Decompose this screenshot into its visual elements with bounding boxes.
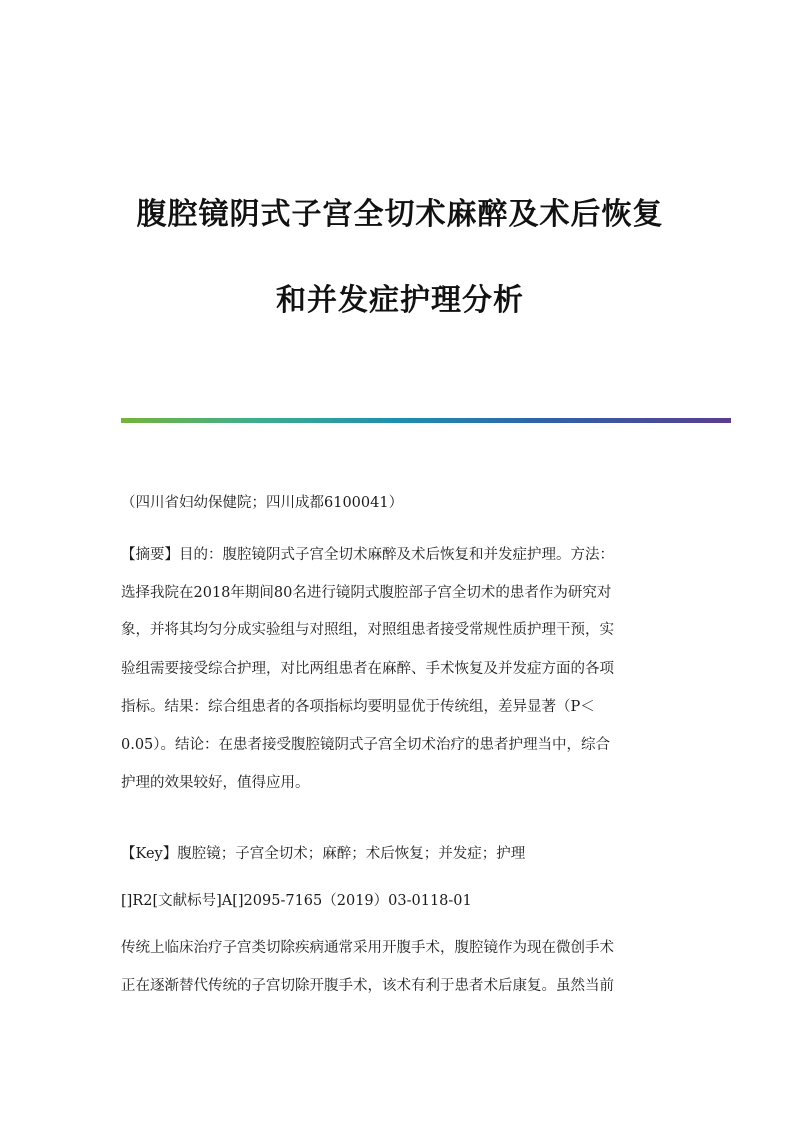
- keywords: 【Key】腹腔镜；子宫全切术；麻醉；术后恢复；并发症；护理: [121, 846, 526, 862]
- abstract-line: 【摘要】目的：腹腔镜阴式子宫全切术麻醉及术后恢复和并发症护理。方法：: [121, 547, 614, 563]
- abstract-line: 象，并将其均匀分成实验组与对照组，对照组患者接受常规性质护理干预，实: [121, 622, 614, 638]
- abstract-line: 验组需要接受综合护理，对比两组患者在麻醉、手术恢复及并发症方面的各项: [121, 661, 614, 677]
- document-title-line-1: 腹腔镜阴式子宫全切术麻醉及术后恢复: [136, 197, 664, 232]
- abstract-line: 选择我院在2018年期间80名进行镜阴式腹腔部子宫全切术的患者作为研究对: [121, 585, 612, 601]
- gradient-divider: [121, 418, 731, 423]
- classification-number: []R2[文献标号]A[]2095-7165（2019）03-0118-01: [121, 893, 472, 909]
- abstract-line: 0.05）。结论：在患者接受腹腔镜阴式子宫全切术治疗的患者护理当中，综合: [121, 737, 611, 753]
- document-title-line-2: 和并发症护理分析: [276, 283, 524, 318]
- body-paragraph-line: 传统上临床治疗子宫类切除疾病通常采用开腹手术，腹腔镜作为现在微创手术: [121, 940, 614, 956]
- abstract-line: 护理的效果较好，值得应用。: [121, 775, 310, 791]
- abstract-line: 指标。结果：综合组患者的各项指标均要明显优于传统组，差异显著（P＜: [121, 699, 595, 715]
- author-affiliation: （四川省妇幼保健院；四川成都6100041）: [121, 495, 404, 511]
- body-paragraph-line: 正在逐渐替代传统的子宫切除开腹手术，该术有利于患者术后康复。虽然当前: [121, 978, 614, 994]
